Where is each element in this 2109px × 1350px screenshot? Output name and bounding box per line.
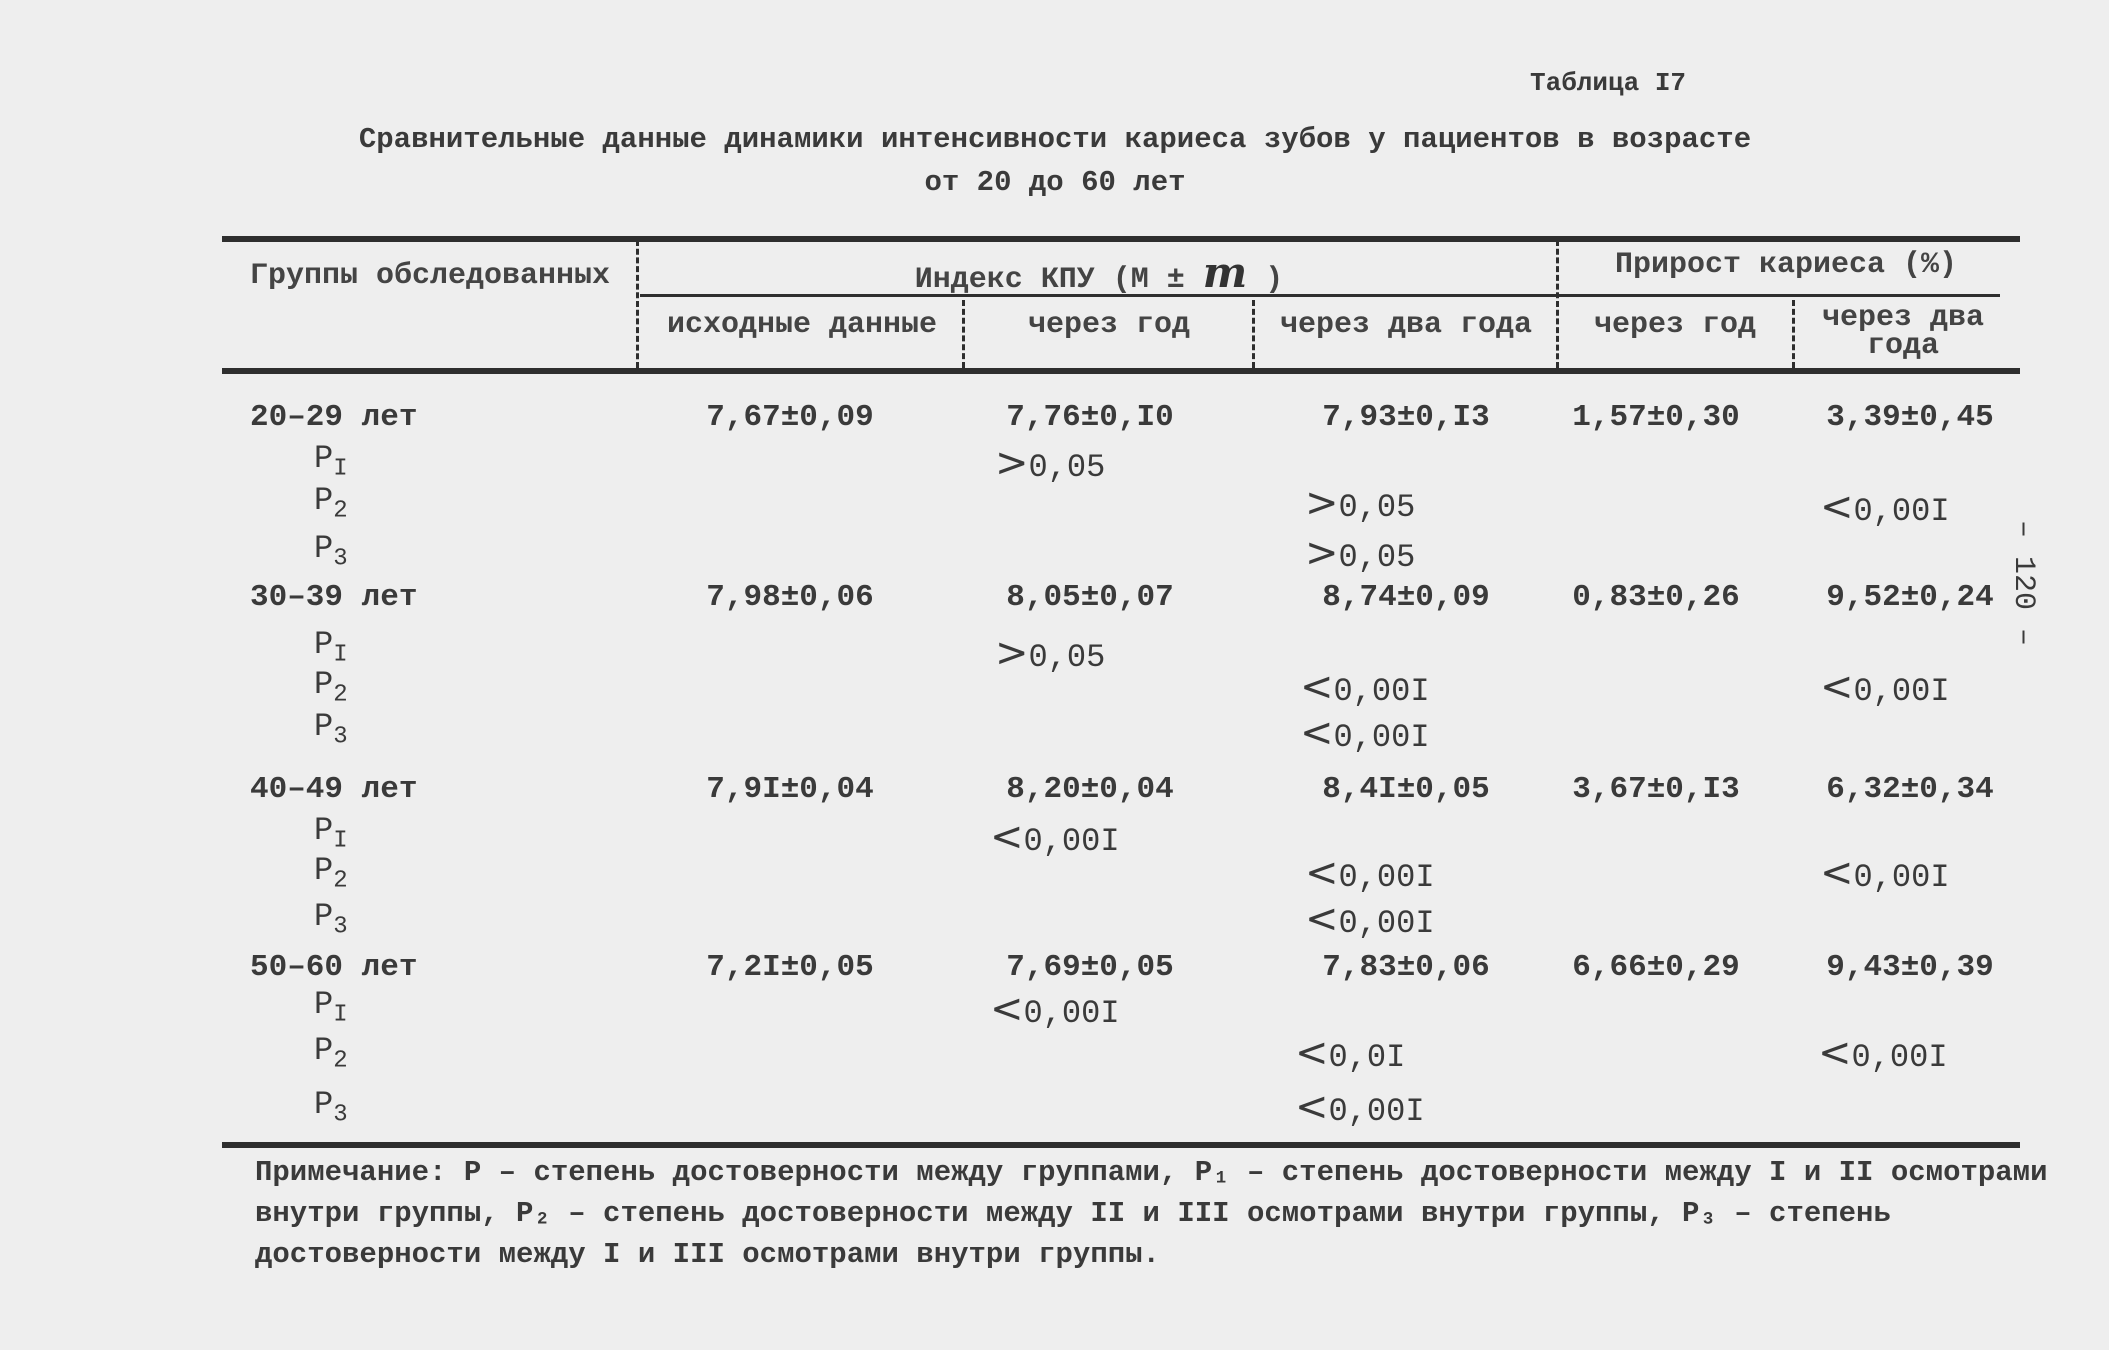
row-4-p1-label: $P_I$ xyxy=(314,986,348,1029)
row-1-group: 20–29 лет xyxy=(250,400,418,435)
bottom-rule xyxy=(222,1142,2020,1148)
row-3-p1-label: $P_I$ xyxy=(314,812,348,855)
header-index-label: Индекс КПУ (M ± xyxy=(914,263,1203,297)
row-3-growth-two-years: 6,32±0,34 xyxy=(1826,772,1994,807)
row-1-p1-label: $P_I$ xyxy=(314,440,348,483)
row-3-p2-two-years: <0,00I xyxy=(1305,850,1435,896)
row-4-p3-two-years: <0,00I xyxy=(1295,1084,1425,1130)
page-number: – 120 – xyxy=(2006,520,2040,647)
row-1-p1-year: >0,05 xyxy=(995,440,1106,486)
row-3-year: 8,20±0,04 xyxy=(1006,772,1174,807)
header-index-close: ) xyxy=(1247,263,1284,297)
row-4-p3-label: $P_3$ xyxy=(314,1086,348,1129)
table-label: Таблица I7 xyxy=(1530,68,1687,98)
row-2-initial: 7,98±0,06 xyxy=(706,580,874,615)
row-2-p2-label: $P_2$ xyxy=(314,666,348,709)
row-1-year: 7,76±0,I0 xyxy=(1006,400,1174,435)
header-col-growth-year: через год xyxy=(1593,308,1757,342)
row-3-p3-label: $P_3$ xyxy=(314,898,348,941)
row-2-group: 30–39 лет xyxy=(250,580,418,615)
row-2-p3-label: $P_3$ xyxy=(314,708,348,751)
row-1-p2-two-years: >0,05 xyxy=(1305,480,1416,526)
table-caption xyxy=(260,118,1850,204)
header-col-two-years: через два года xyxy=(1279,308,1533,342)
header-col-initial: исходные данные xyxy=(666,308,938,342)
row-4-initial: 7,2I±0,05 xyxy=(706,950,874,985)
header-index xyxy=(646,248,1552,297)
row-1-p-growth: <0,00I xyxy=(1820,484,1950,530)
row-3-initial: 7,9I±0,04 xyxy=(706,772,874,807)
row-3-p-growth: <0,00I xyxy=(1820,850,1950,896)
row-3-p1-year: <0,00I xyxy=(990,814,1120,860)
row-4-p1-year: <0,00I xyxy=(990,986,1120,1032)
row-2-p3-two-years: <0,00I xyxy=(1300,710,1430,756)
row-2-growth-year: 0,83±0,26 xyxy=(1572,580,1740,615)
row-4-p2-label: $P_2$ xyxy=(314,1032,348,1075)
row-2-p-growth: <0,00I xyxy=(1820,664,1950,710)
row-4-growth-two-years: 9,43±0,39 xyxy=(1826,950,1994,985)
row-3-group: 40–49 лет xyxy=(250,772,418,807)
row-2-growth-two-years: 9,52±0,24 xyxy=(1826,580,1994,615)
row-2-p1-label: $P_I$ xyxy=(314,626,348,669)
row-4-growth-year: 6,66±0,29 xyxy=(1572,950,1740,985)
row-1-growth-two-years: 3,39±0,45 xyxy=(1826,400,1994,435)
row-1-p3-label: $P_3$ xyxy=(314,530,348,573)
header-groups: Группы обследованных xyxy=(249,259,611,293)
row-1-p3-two-years: >0,05 xyxy=(1305,530,1416,576)
caption-line-1: Сравнительные данные динамики интенсивности кариеса зубов у пациентов в возрасте xyxy=(358,123,1752,156)
caption-line-2: от 20 до 60 лет xyxy=(924,166,1186,199)
row-3-two-years: 8,4I±0,05 xyxy=(1322,772,1490,807)
row-2-p2-two-years: <0,00I xyxy=(1300,664,1430,710)
row-4-year: 7,69±0,05 xyxy=(1006,950,1174,985)
header-index-m: m xyxy=(1202,248,1248,297)
row-2-year: 8,05±0,07 xyxy=(1006,580,1174,615)
header-divider xyxy=(1556,240,1562,368)
row-4-p2-two-years: <0,0I xyxy=(1295,1030,1406,1076)
header-divider xyxy=(636,240,642,368)
row-1-two-years: 7,93±0,I3 xyxy=(1322,400,1490,435)
row-4-p-growth: <0,00I xyxy=(1818,1030,1948,1076)
header-bottom-rule xyxy=(222,368,2020,374)
row-4-group: 50–60 лет xyxy=(250,950,418,985)
row-3-p2-label: $P_2$ xyxy=(314,852,348,895)
row-2-two-years: 8,74±0,09 xyxy=(1322,580,1490,615)
top-rule xyxy=(222,236,2020,242)
row-1-growth-year: 1,57±0,30 xyxy=(1572,400,1740,435)
row-3-p3-two-years: <0,00I xyxy=(1305,896,1435,942)
row-3-growth-year: 3,67±0,I3 xyxy=(1572,772,1740,807)
row-4-two-years: 7,83±0,06 xyxy=(1322,950,1490,985)
header-col-growth-two-years: через два года xyxy=(1821,301,1985,363)
header-growth: Прирост кариеса (%) xyxy=(1614,248,1958,282)
header-col-year: через год xyxy=(1027,308,1191,342)
row-2-p1-year: >0,05 xyxy=(995,630,1106,676)
row-1-p2-label: $P_2$ xyxy=(314,482,348,525)
row-1-initial: 7,67±0,09 xyxy=(706,400,874,435)
table-note: Примечание: Р – степень достоверности между группами, Р₁ – степень достоверности между I и II осмотрами внутри группы, Р₂ – степень достоверности между II и III осмотрами внутри группы, Р₃ – степень достоверности между I и III осмотрами внутри группы. xyxy=(255,1156,2048,1271)
